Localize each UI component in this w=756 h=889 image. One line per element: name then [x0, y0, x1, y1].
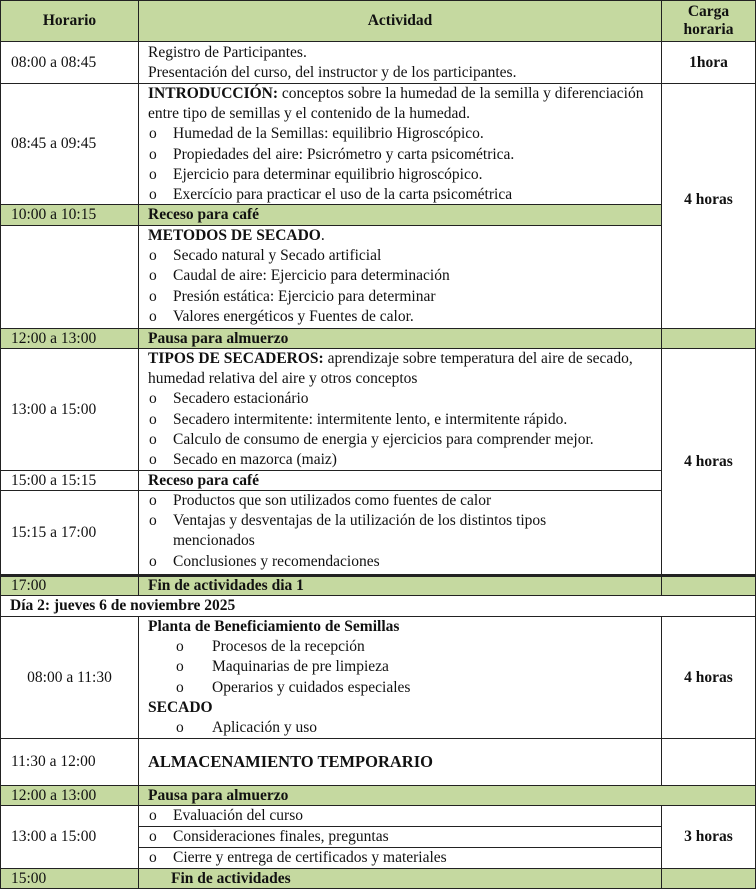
load-cell-empty: [661, 738, 756, 786]
activity-title: ALMACENAMIENTO TEMPORARIO: [138, 738, 662, 786]
day-heading: Día 2: jueves 6 de noviembre 2025: [0, 595, 756, 617]
list-item: o Ventajas y desventajas de la utilización de los distintos tipos mencionados: [148, 511, 661, 551]
time-cell: 08:00 a 11:30: [0, 616, 139, 739]
load-cell: 4 horas: [661, 83, 756, 329]
activity-cell: [138, 490, 662, 575]
bullet-icon: o: [149, 307, 157, 325]
bullet-icon: o: [149, 807, 157, 824]
time-cell: 13:00 a 15:00: [0, 805, 139, 869]
activity-line: Presentación del curso, del instructor y de los participantes.: [148, 64, 517, 82]
bullet-icon: o: [149, 492, 157, 509]
time-cell: 12:00 a 13:00: [0, 785, 139, 806]
activity-title: Planta de Beneficiamiento de Semillas: [148, 618, 400, 635]
list-item: o Secadero intermitente: intermitente lento, e intermitente rápido.: [148, 410, 661, 430]
list-item: o Evaluación del curso: [138, 805, 662, 827]
list-item: o Maquinarias de pre limpieza: [148, 657, 661, 677]
time-cell: 15:00: [0, 868, 139, 889]
bullet-icon: o: [176, 719, 184, 737]
bullet-icon: o: [149, 849, 157, 866]
time-cell: [0, 225, 139, 329]
bullet-icon: o: [149, 410, 157, 428]
activity-cell: METODOS DE SECADO. o Secado natural y Secado artificial o Caudal de aire: Ejercicio para determinación o Presión estática: Ejercicio para determinar o Valores energéticos y Fuentes de calor.: [138, 225, 662, 329]
time-cell: 15:00 a 15:15: [0, 470, 139, 491]
list-item: o Exercício para practicar el uso de la carta psicométrica: [148, 185, 661, 205]
bullet-icon: o: [149, 552, 157, 570]
load-cell: 3 horas: [661, 805, 756, 869]
bullet-icon: o: [176, 638, 184, 656]
header-carga-horaria: Carga horaria: [661, 0, 756, 42]
bullet-icon: o: [149, 165, 157, 183]
bullet-icon: o: [149, 828, 157, 845]
list-item: o Secado en mazorca (maiz): [148, 450, 661, 470]
bullet-icon: o: [149, 125, 157, 143]
break-label: Pausa para almuerzo: [138, 785, 756, 806]
time-cell: 15:15 a 17:00: [0, 490, 139, 575]
list-item: o Secado natural y Secado artificial: [148, 246, 661, 266]
load-cell: 4 horas: [661, 348, 756, 575]
time-cell: 13:00 a 15:00: [0, 348, 139, 471]
list-item: o Cierre y entrega de certificados y materiales: [138, 847, 662, 869]
break-label: Receso para café: [138, 204, 662, 226]
bullet-icon: o: [149, 186, 157, 204]
load-cell-empty: [661, 574, 756, 596]
bullet-icon: o: [149, 287, 157, 305]
activity-cell: [138, 83, 662, 205]
bullet-icon: o: [149, 512, 157, 530]
load-cell-empty: [661, 868, 756, 889]
list-item: o Procesos de la recepción: [148, 637, 661, 657]
time-cell: 08:00 a 08:45: [0, 41, 139, 84]
load-cell: 4 horas: [661, 616, 756, 739]
bullet-icon: o: [149, 430, 157, 448]
list-item: o Presión estática: Ejercicio para determinar: [148, 287, 661, 307]
activity-title: INTRODUCCIÓN:: [148, 85, 279, 102]
activity-cell: [138, 616, 662, 739]
list-item: o Ejercicio para determinar equilibrio higroscópico.: [148, 165, 661, 185]
list-item: o Consideraciones finales, preguntas: [138, 826, 662, 848]
time-cell: 11:30 a 12:00: [0, 738, 139, 786]
bullet-icon: o: [149, 145, 157, 163]
list-item: o Valores energéticos y Fuentes de calor.: [148, 307, 661, 327]
list-item: o Humedad de la Semillas: equilibrio Higroscópico.: [148, 124, 661, 144]
end-label: Fin de actividades dia 1: [138, 574, 662, 596]
bullet-icon: o: [176, 658, 184, 676]
list-item: o Productos que son utilizados como fuentes de calor: [148, 491, 661, 511]
list-item: o Caudal de aire: Ejercicio para determinación: [148, 266, 661, 286]
list-item: o Operarios y cuidados especiales: [148, 678, 661, 698]
activity-cell: [138, 41, 662, 84]
activity-line: Registro de Participantes.: [148, 44, 307, 61]
list-item: o Propiedades del aire: Psicrómetro y carta psicométrica.: [148, 145, 661, 165]
header-horario: Horario: [0, 0, 139, 42]
time-cell: 12:00 a 13:00: [0, 328, 139, 349]
load-cell-empty: [661, 328, 756, 349]
time-cell: 10:00 a 10:15: [0, 204, 139, 226]
bullet-icon: o: [149, 390, 157, 408]
header-actividad: Actividad: [138, 0, 662, 42]
activity-title: SECADO: [148, 698, 213, 716]
bullet-icon: o: [149, 267, 157, 285]
activity-title: METODOS DE SECADO: [148, 227, 321, 244]
list-item: o Secadero estacionário: [148, 389, 661, 409]
bullet-icon: o: [176, 678, 184, 696]
break-label: Receso para café: [138, 470, 662, 491]
break-label: Pausa para almuerzo: [138, 328, 662, 349]
list-item: o Conclusiones y recomendaciones: [148, 552, 661, 572]
activity-title: TIPOS DE SECADEROS:: [148, 350, 324, 367]
list-item: o Aplicación y uso: [148, 718, 661, 738]
load-cell: 1hora: [661, 41, 756, 84]
activity-text: conceptos sobre la humedad de la semilla y diferenciación entre tipo de semillas y el contenido de la humedad.: [148, 85, 644, 123]
bullet-icon: o: [149, 247, 157, 265]
time-cell: 08:45 a 09:45: [0, 83, 139, 205]
bullet-icon: o: [149, 451, 157, 469]
time-cell: 17:00: [0, 574, 139, 596]
activity-cell: TIPOS DE SECADEROS: aprendizaje sobre temperatura del aire de secado, humedad relativa del aire y otros conceptos o Secadero estacionário o Secadero intermitente: intermitente lento, e intermitente rápido. o Calculo de consumo de energia y ejercicios para comprender mejor. o Secado en mazorca (maiz): [138, 348, 662, 471]
end-label: Fin de actividades: [138, 868, 662, 889]
list-item: o Calculo de consumo de energia y ejercicios para comprender mejor.: [148, 430, 661, 450]
